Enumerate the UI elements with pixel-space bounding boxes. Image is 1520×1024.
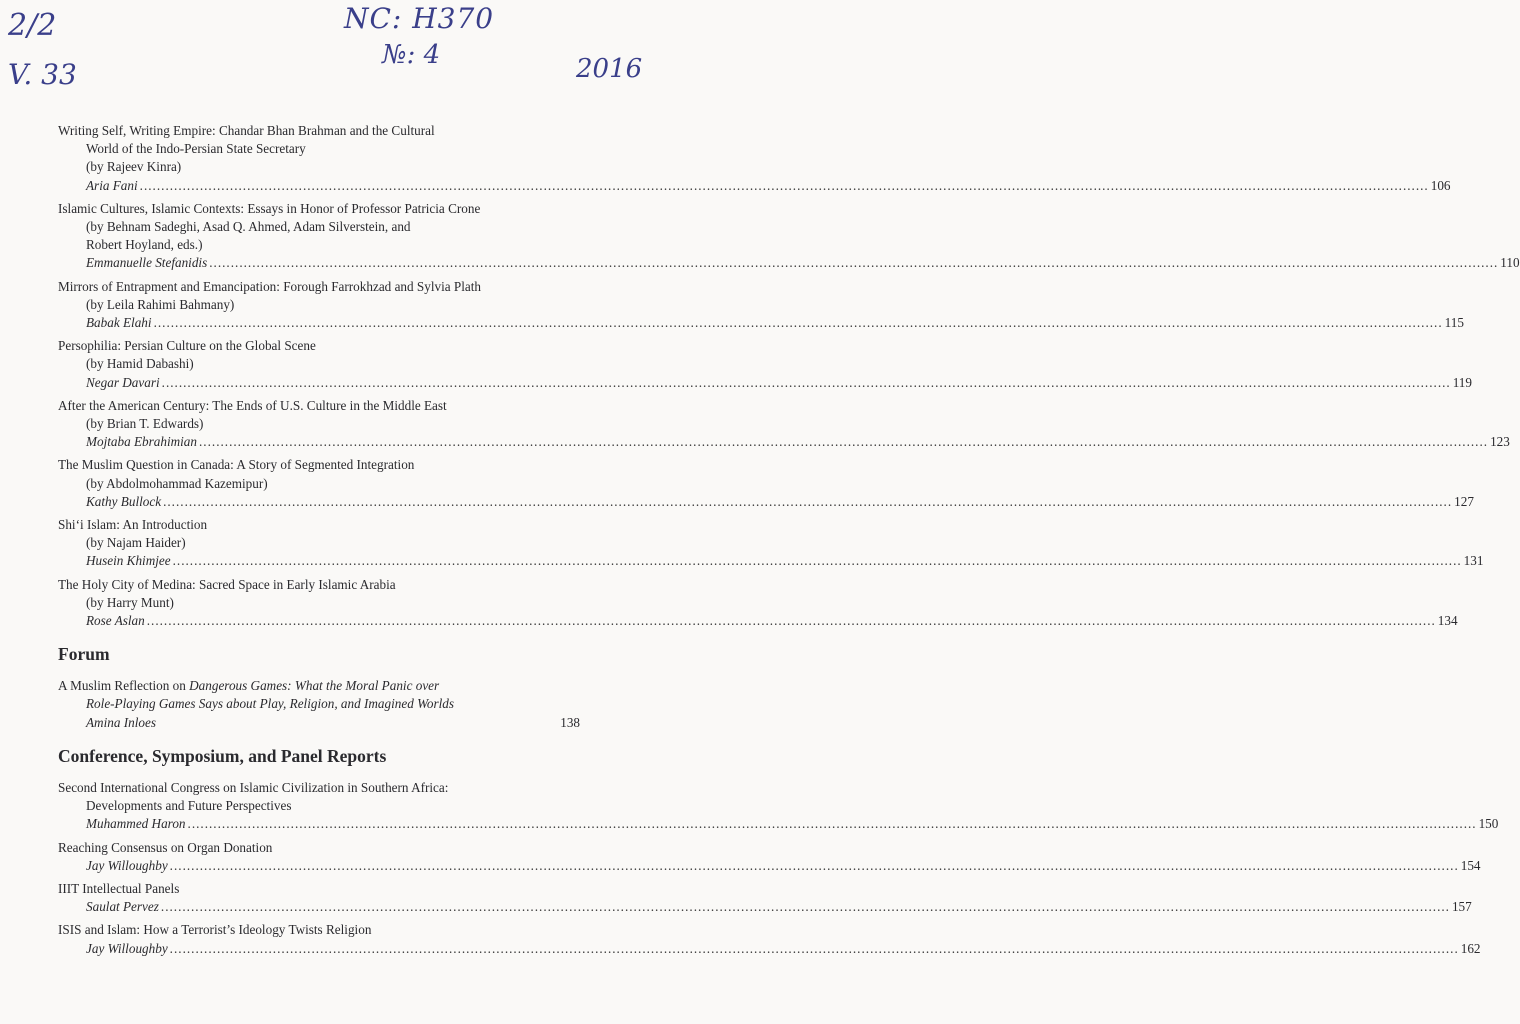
book-review-list	[58, 122, 1520, 630]
entry-author: Babak Elahi	[86, 315, 152, 331]
report-entry	[58, 880, 1472, 916]
dot-leader: ............................................................................................................................................................................................................................................................................................................	[163, 493, 1453, 509]
entry-author-row	[58, 314, 1464, 332]
entry-subline: (by Najam Haider)	[86, 535, 186, 551]
entry-author: Mojtaba Ebrahimian	[86, 434, 197, 450]
report-entry	[58, 839, 1481, 875]
handwritten-year: 2016	[576, 54, 643, 84]
entry-page: 119	[1452, 374, 1472, 390]
entry-author: Muhammed Haron	[86, 816, 186, 832]
dot-leader: ............................................................................................................................................................................................................................................................................................................	[169, 940, 1459, 956]
entry-author: Kathy Bullock	[86, 493, 162, 509]
entry-author-row	[58, 857, 1481, 875]
entry-page: 127	[1454, 493, 1474, 509]
handwritten-fraction: 2/2	[8, 8, 57, 43]
report-entry	[58, 921, 1481, 957]
entry-subline: (by Abdolmohammad Kazemipur)	[86, 475, 268, 491]
entry-subline: (by Behnam Sadeghi, Asad Q. Ahmed, Adam Silverstein, and	[86, 219, 411, 235]
entry-author-row	[58, 612, 1458, 630]
handwritten-issue-number: №: 4	[382, 40, 441, 70]
entry-subline: Developments and Future Perspectives	[86, 798, 292, 814]
entry-author: Emmanuelle Stefanidis	[86, 255, 208, 271]
dot-leader: ............................................................................................................................................................................................................................................................................................................	[160, 899, 1450, 915]
entry-page: 123	[1490, 434, 1510, 450]
entry-title: A Muslim Reflection on Dangerous Games: What the Moral Panic over	[58, 678, 440, 694]
entry-author-row	[58, 552, 1484, 570]
entry-author-row	[58, 433, 1510, 451]
entry-page: 138	[560, 714, 580, 730]
dot-leader: ............................................................................................................................................................................................................................................................................................................	[139, 177, 1429, 193]
entry-title: The Muslim Question in Canada: A Story of Segmented Integration	[58, 457, 415, 473]
entry-author: Jay Willoughby	[86, 940, 168, 956]
book-review-entry	[58, 122, 1451, 195]
entry-author: Amina Inloes	[86, 714, 156, 730]
entry-title: After the American Century: The Ends of U.S. Culture in the Middle East	[58, 397, 447, 413]
dot-leader: ............................................................................................................................................................................................................................................................................................................	[169, 857, 1459, 873]
entry-subline: (by Leila Rahimi Bahmany)	[86, 296, 235, 312]
entry-author: Negar Davari	[86, 374, 160, 390]
handwritten-volume: V. 33	[8, 58, 77, 91]
entry-subline: (by Rajeev Kinra)	[86, 159, 182, 175]
entry-author: Husein Khimjee	[86, 553, 171, 569]
entry-page: 110	[1500, 255, 1520, 271]
entry-title-continued: Role-Playing Games Says about Play, Religion, and Imagined Worlds	[86, 696, 454, 712]
entry-author-row	[58, 714, 580, 732]
entry-author-row	[58, 493, 1474, 511]
entry-title: Shi‘i Islam: An Introduction	[58, 517, 208, 533]
entry-title: ISIS and Islam: How a Terrorist’s Ideology Twists Religion	[58, 922, 372, 938]
entry-author: Aria Fani	[86, 177, 138, 193]
entry-author-row	[58, 177, 1451, 195]
entry-page: 106	[1430, 177, 1451, 193]
handwritten-call-number: NC: H370	[344, 2, 495, 35]
entry-author: Saulat Pervez	[86, 899, 159, 915]
entry-title: Mirrors of Entrapment and Emancipation: Forough Farrokhzad and Sylvia Plath	[58, 278, 482, 294]
entry-page: 154	[1460, 857, 1481, 873]
entry-title: Writing Self, Writing Empire: Chandar Bhan Brahman and the Cultural	[58, 123, 435, 138]
forum-entry	[58, 677, 580, 732]
entry-title: Second International Congress on Islamic Civilization in Southern Africa:	[58, 779, 449, 795]
conference-report-list	[58, 779, 1499, 958]
report-entry	[58, 779, 1499, 834]
entry-author-row	[58, 374, 1472, 392]
book-review-entry	[58, 456, 1474, 511]
entry-subline: (by Harry Munt)	[86, 594, 174, 610]
entry-title: Islamic Cultures, Islamic Contexts: Essays in Honor of Professor Patricia Crone	[58, 200, 481, 216]
entry-page: 115	[1444, 315, 1464, 331]
book-review-entry	[58, 278, 1464, 333]
entry-title: The Holy City of Medina: Sacred Space in Early Islamic Arabia	[58, 576, 396, 592]
entry-title: Reaching Consensus on Organ Donation	[58, 839, 273, 855]
book-review-entry	[58, 576, 1458, 631]
entry-page: 150	[1478, 816, 1499, 832]
entry-title: Persophilia: Persian Culture on the Global Scene	[58, 338, 316, 354]
entry-author: Rose Aslan	[86, 613, 145, 629]
entry-subline: (by Hamid Dabashi)	[86, 356, 194, 372]
entry-author-row	[58, 940, 1481, 958]
conference-heading: Conference, Symposium, and Panel Reports	[58, 745, 387, 766]
entry-title: IIIT Intellectual Panels	[58, 880, 180, 896]
dot-leader: ............................................................................................................................................................................................................................................................................................................	[199, 434, 1489, 450]
entry-subline: Robert Hoyland, eds.)	[86, 237, 203, 253]
dot-leader: ............................................................................................................................................................................................................................................................................................................	[187, 816, 1477, 832]
entry-subline: World of the Indo-Persian State Secretary	[86, 141, 306, 157]
dot-leader: ............................................................................................................................................................................................................................................................................................................	[209, 255, 1499, 271]
dot-leader: ............................................................................................................................................................................................................................................................................................................	[146, 613, 1436, 629]
dot-leader: ............................................................................................................................................................................................................................................................................................................	[153, 315, 1443, 331]
table-of-contents	[58, 122, 1520, 963]
book-review-entry	[58, 337, 1472, 392]
entry-author-row	[58, 254, 1520, 272]
entry-page: 162	[1460, 940, 1481, 956]
book-review-entry	[58, 516, 1484, 571]
entry-author: Jay Willoughby	[86, 857, 168, 873]
entry-page: 157	[1451, 899, 1472, 915]
entry-subline: (by Brian T. Edwards)	[86, 416, 204, 432]
book-review-entry	[58, 397, 1510, 452]
entry-page: 134	[1437, 613, 1458, 629]
entry-author-row	[58, 815, 1499, 833]
dot-leader: ............................................................................................................................................................................................................................................................................................................	[172, 553, 1462, 569]
entry-page: 131	[1463, 553, 1484, 569]
book-review-entry	[58, 200, 1520, 273]
entry-author-row	[58, 898, 1472, 916]
dot-leader: ............................................................................................................................................................................................................................................................................................................	[161, 374, 1451, 390]
forum-heading: Forum	[58, 644, 110, 665]
